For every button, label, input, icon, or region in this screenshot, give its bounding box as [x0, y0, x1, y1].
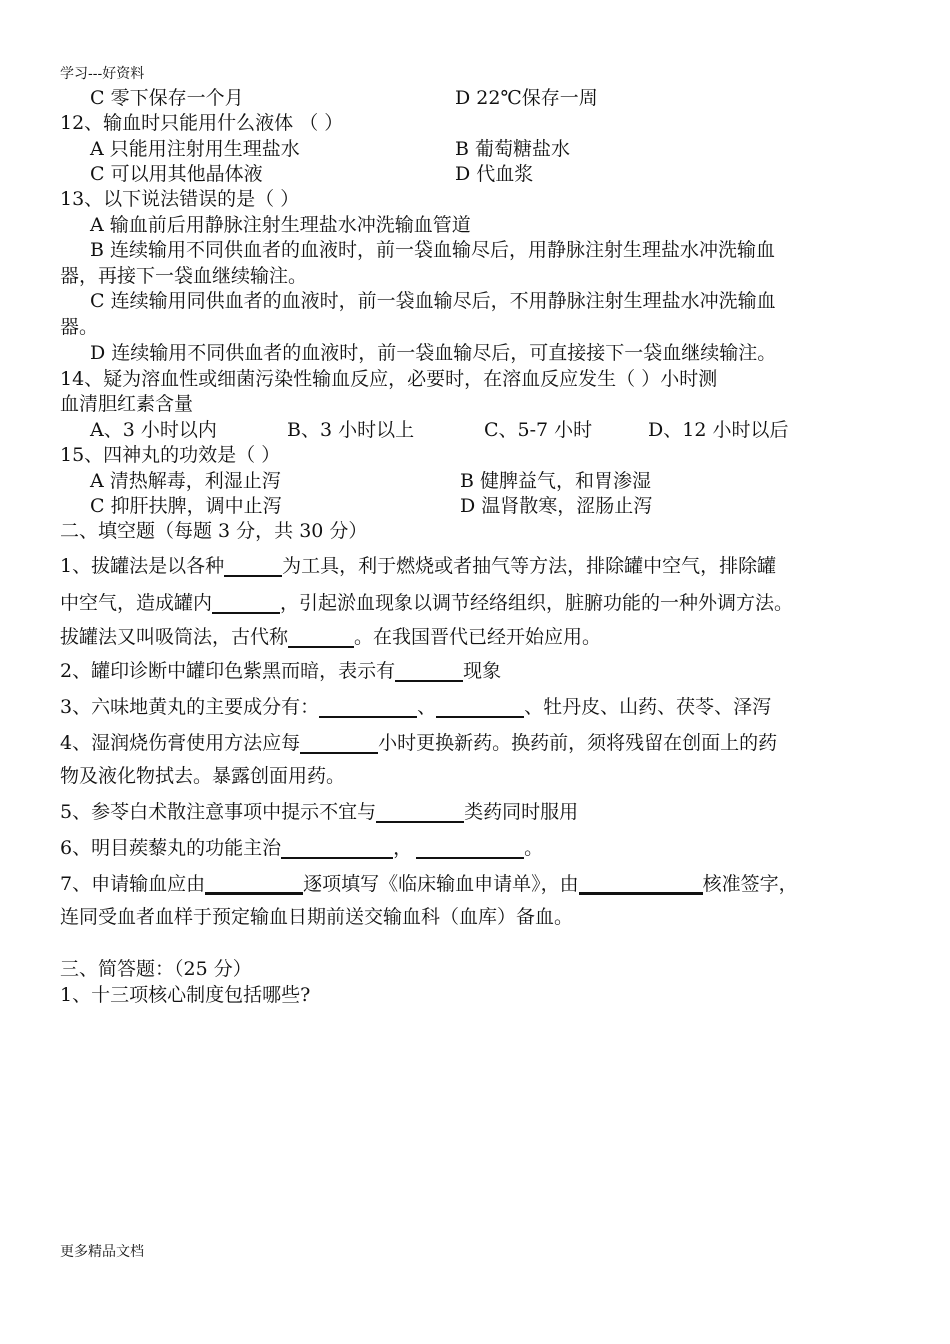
q15-option-a: A 清热解毒，利湿止泻 [90, 470, 281, 492]
q13-stem: 13、以下说法错误的是（ ） [60, 188, 300, 210]
fill1-blank1[interactable] [224, 553, 282, 577]
section2-title: 二、填空题（每题 3 分，共 30 分） [60, 520, 368, 542]
q14-option-c: C、5-7 小时 [484, 419, 593, 441]
q15-option-b: B 健脾益气，和胃渗湿 [460, 470, 652, 492]
q12-option-a: A 只能用注射用生理盐水 [90, 138, 300, 160]
q13-option-a: A 输血前后用静脉注射生理盐水冲洗输血管道 [90, 214, 471, 236]
fill6-blank1[interactable] [281, 835, 393, 859]
q12-stem: 12、输血时只能用什么液体 （ ） [60, 112, 344, 134]
fill3-blank2[interactable] [436, 694, 524, 718]
q14-option-b: B、3 小时以上 [287, 419, 415, 441]
q11-option-d: D 22℃保存一周 [455, 87, 598, 109]
fill1-blank3[interactable] [288, 624, 354, 648]
q13-option-b-line2: 器，再接下一袋血继续输注。 [60, 265, 308, 287]
q12-option-c: C 可以用其他晶体液 [90, 163, 263, 185]
fill4-line2: 物及液化物拭去。暴露创面用药。 [60, 765, 346, 787]
fill2-line: 2、罐印诊断中罐印色紫黑而暗，表示有 现象 [60, 660, 502, 682]
page-footer: 更多精品文档 [60, 1244, 144, 1260]
q12-option-b: B 葡萄糖盐水 [455, 138, 571, 160]
fill1-line3: 拔罐法又叫吸筒法，古代称 。在我国晋代已经开始应用。 [60, 626, 602, 648]
fill7-line2: 连同受血者血样于预定输血日期前送交输血科（血库）备血。 [60, 906, 574, 928]
fill7-blank2[interactable] [579, 870, 703, 895]
q12-option-d: D 代血浆 [455, 163, 534, 185]
fill6-blank2[interactable] [416, 835, 524, 859]
q14-option-a: A、3 小时以内 [90, 419, 217, 441]
q15-option-d: D 温肾散寒，涩肠止泻 [460, 495, 653, 517]
fill5-line: 5、参苓白术散注意事项中提示不宜与 类药同时服用 [60, 801, 579, 823]
section3-question1: 1、十三项核心制度包括哪些? [60, 984, 311, 1006]
q13-option-b-line1: B 连续输用不同供血者的血液时，前一袋血输尽后，用静脉注射生理盐水冲洗输血 [90, 239, 776, 261]
fill6-line: 6、明目蒺藜丸的功能主治 ， 。 [60, 837, 544, 859]
fill7-line1: 7、申请输血应由 逐项填写《临床输血申请单》，由 核准签字， [60, 870, 798, 896]
q15-option-c: C 抑肝扶脾，调中止泻 [90, 495, 282, 517]
fill5-blank[interactable] [376, 799, 464, 823]
q13-option-c-line1: C 连续输用同供血者的血液时，前一袋血输尽后，不用静脉注射生理盐水冲洗输血 [90, 290, 776, 312]
q14-stem-line1: 14、疑为溶血性或细菌污染性输血反应，必要时，在溶血反应发生（ ）小时测 [60, 368, 718, 390]
q15-stem: 15、四神丸的功效是（ ） [60, 444, 281, 466]
section3-title: 三、简答题：（25 分） [60, 958, 252, 980]
q14-option-d: D、12 小时以后 [648, 419, 789, 441]
fill1-line1: 1、拔罐法是以各种 为工具，利于燃烧或者抽气等方法，排除罐中空气，排除罐 [60, 555, 777, 577]
fill2-blank[interactable] [395, 658, 463, 682]
fill3-line: 3、六味地黄丸的主要成分有： 、 、牡丹皮、山药、茯苓、泽泻 [60, 696, 772, 718]
page-header: 学习---好资料 [60, 66, 145, 82]
fill4-line1: 4、湿润烧伤膏使用方法应每 小时更换新药。换药前，须将残留在创面上的药 [60, 732, 778, 754]
q11-option-c: C 零下保存一个月 [90, 87, 244, 109]
q13-option-c-line2: 器。 [60, 316, 99, 338]
q13-option-d: D 连续输用不同供血者的血液时，前一袋血输尽后，可直接接下一袋血继续输注。 [90, 342, 777, 364]
fill3-blank1[interactable] [319, 694, 417, 718]
fill1-line2: 中空气，造成罐内 ，引起淤血现象以调节经络组织，脏腑功能的一种外调方法。 [60, 592, 794, 614]
fill7-blank1[interactable] [205, 870, 303, 895]
fill1-blank2[interactable] [212, 590, 280, 614]
q14-stem-line2: 血清胆红素含量 [60, 393, 194, 415]
fill4-blank[interactable] [300, 730, 378, 754]
